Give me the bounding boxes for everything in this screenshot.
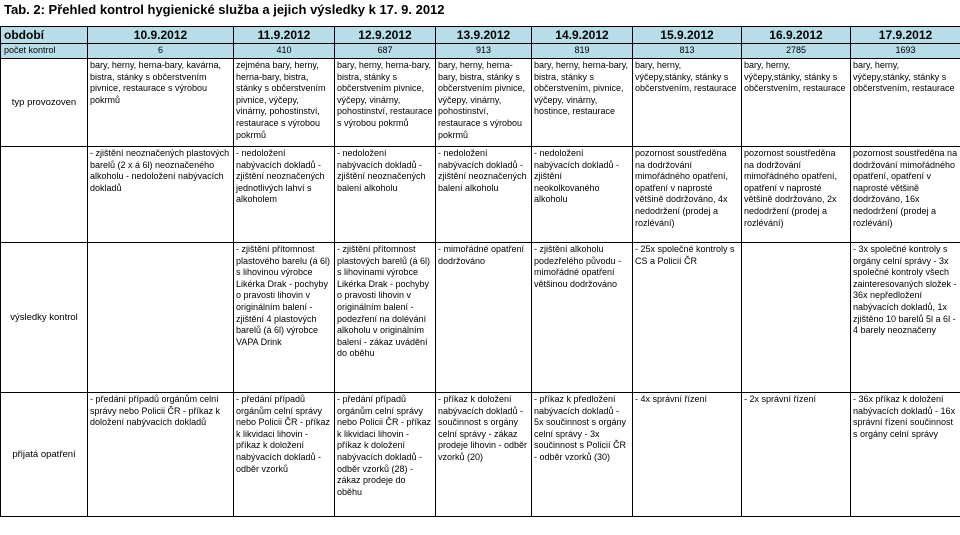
count-cell: 813	[633, 44, 742, 59]
table-cell: - 36x příkaz k doložení nabývacích dokladů - 16x správní řízení součinnost s orgány celní správy	[851, 393, 960, 517]
types-row	[1, 59, 960, 147]
date-cell: 14.9.2012	[532, 27, 633, 44]
table-cell: bary, herny, herna-bary, bistra, stánky s občerstvením pivnice, výčepy, vinárny, pohostinství, restaurace s výrobou pokrmů	[335, 59, 436, 147]
measures-label: přijatá opatření	[1, 393, 88, 517]
period-row	[1, 27, 960, 44]
focus-label	[1, 147, 88, 243]
date-cell: 17.9.2012	[851, 27, 960, 44]
table-cell: - příkaz k doložení nabývacích dokladů - součinnost s orgány celní správy - zákaz prodeje lihovin - odběr vzorků (20)	[436, 393, 532, 517]
count-cell: 819	[532, 44, 633, 59]
count-cell: 913	[436, 44, 532, 59]
table-cell: bary, herny, výčepy,stánky, stánky s občerstvením, restaurace	[851, 59, 960, 147]
date-cell: 11.9.2012	[234, 27, 335, 44]
types-label: typ provozoven	[1, 59, 88, 147]
table-cell: - příkaz k předložení nabývacích dokladů - 5x součinnost s orgány celní správy - 3x součinnost s Policií ČR - odběr vzorků (30)	[532, 393, 633, 517]
table-cell: - nedoložení nabývacích dokladů - zjištění neoznačených balení alkoholu	[335, 147, 436, 243]
date-cell: 16.9.2012	[742, 27, 851, 44]
count-cell: 1693	[851, 44, 960, 59]
table-cell: - nedoložení nabývacích dokladů - zjištění neoznačených jednotlivých lahví s alkoholem	[234, 147, 335, 243]
inspection-table	[0, 26, 960, 517]
table-cell: zejména bary, herny, herna-bary, bistra, stánky s občerstvením pivnice, výčepy, vinárny, pohostinství, restaurace s výrobou pokrmů	[234, 59, 335, 147]
results-row	[1, 243, 960, 393]
table-cell: - zjištění alkoholu podezřelého původu - mimořádné opatření většinou dodržováno	[532, 243, 633, 393]
table-cell: bary, herny, výčepy,stánky, stánky s občerstvením, restaurace	[742, 59, 851, 147]
table-cell: bary, herny, herna-bary, bistra, stánky s občerstvením pivnice, výčepy, vinárny, pohostinství, restaurace s výrobou pokrmů	[436, 59, 532, 147]
table-cell: bary, herny, herna-bary, kavárna, bistra, stánky s občerstvením pivnice, restaurace s výrobou pokrmů	[88, 59, 234, 147]
table-cell: - předání případů orgánům celní správy nebo Policii ČR - příkaz k likvidaci lihovin - příkaz k doložení nabývacích dokladů - odběr vzorků	[234, 393, 335, 517]
focus-row	[1, 147, 960, 243]
table-cell: bary, herny, výčepy,stánky, stánky s občerstvením, restaurace	[633, 59, 742, 147]
count-row	[1, 44, 960, 59]
count-cell: 6	[88, 44, 234, 59]
date-cell: 12.9.2012	[335, 27, 436, 44]
table-cell: - 3x společné kontroly s orgány celní správy - 3x společné kontroly všech zainteresovaných složek - 36x nepředložení nabývacích dokladů, 1x zjištěno 10 barelů 5l a 6l - 4 barely neoznačeny	[851, 243, 960, 393]
table-cell: - předání případů orgánům celní správy nebo Policii ČR - příkaz k doložení nabývacích dokladů	[88, 393, 234, 517]
table-cell	[742, 243, 851, 393]
table-cell: - zjištění neoznačených plastových barelů (2 x á 6l) neoznačeného alkoholu - nedoložení nabývacích dokladů	[88, 147, 234, 243]
measures-row	[1, 393, 960, 517]
table-cell: bary, herny, herna-bary, bistra, stánky s občerstvením, pivnice, výčepy, vinárny, hostince, restaurace	[532, 59, 633, 147]
count-cell: 687	[335, 44, 436, 59]
results-label: výsledky kontrol	[1, 243, 88, 393]
period-label: období	[1, 27, 88, 44]
date-cell: 10.9.2012	[88, 27, 234, 44]
table-cell: - 25x společné kontroly s CS a Policií ČR	[633, 243, 742, 393]
table-cell: - předání případů orgánům celní správy nebo Policii ČR - příkaz k likvidaci lihovin - příkaz k doložení nabývacích dokladů - odběr vzorků (28) - zákaz prodeje do oběhu	[335, 393, 436, 517]
table-cell: pozornost soustředěna na dodržování mimořádného opatření, opatření v naprosté většině dodržováno, 16x nedodržení (prodej a rozlévání)	[851, 147, 960, 243]
table-cell: - nedoložení nabývacích dokladů - zjištění neoznačených balení alkoholu	[436, 147, 532, 243]
table-cell: - 4x správní řízení	[633, 393, 742, 517]
table-cell: - nedoložení nabývacích dokladů - zjištění neokolkovaného alkoholu	[532, 147, 633, 243]
count-label: počet kontrol	[1, 44, 88, 59]
table-cell: pozornost soustředěna na dodržování mimořádného opatření, opatření v naprosté většině dodržováno, 4x nedodržení (prodej a rozlévání)	[633, 147, 742, 243]
table-cell	[88, 243, 234, 393]
table-cell: pozornost soustředěna na dodržování mimořádného opatření, opatření v naprosté většině dodržováno, 2x nedodržení (prodej a rozlévání)	[742, 147, 851, 243]
table-cell: - zjištění přítomnost plastového barelu (á 6l) s lihovinou výrobce Likérka Drak - pochyby o pravosti lihovin v originálním balení - zjištění 4 plastových barelů (á 6l) výrobce VAPA Drink	[234, 243, 335, 393]
date-cell: 15.9.2012	[633, 27, 742, 44]
table-cell: - 2x správní řízení	[742, 393, 851, 517]
count-cell: 2785	[742, 44, 851, 59]
table-title: Tab. 2: Přehled kontrol hygienické služba a jejich výsledky k 17. 9. 2012	[4, 2, 445, 17]
table-cell: - mimořádné opatření dodržováno	[436, 243, 532, 393]
date-cell: 13.9.2012	[436, 27, 532, 44]
count-cell: 410	[234, 44, 335, 59]
table-cell: - zjištění přítomnost plastových barelů (á 6l) s lihovinami výrobce Likérka Drak - pochyby o pravosti lihovin v originálním balení - podezření na dolévání alkoholu v originálním balení - zákaz uvádění do oběhu	[335, 243, 436, 393]
